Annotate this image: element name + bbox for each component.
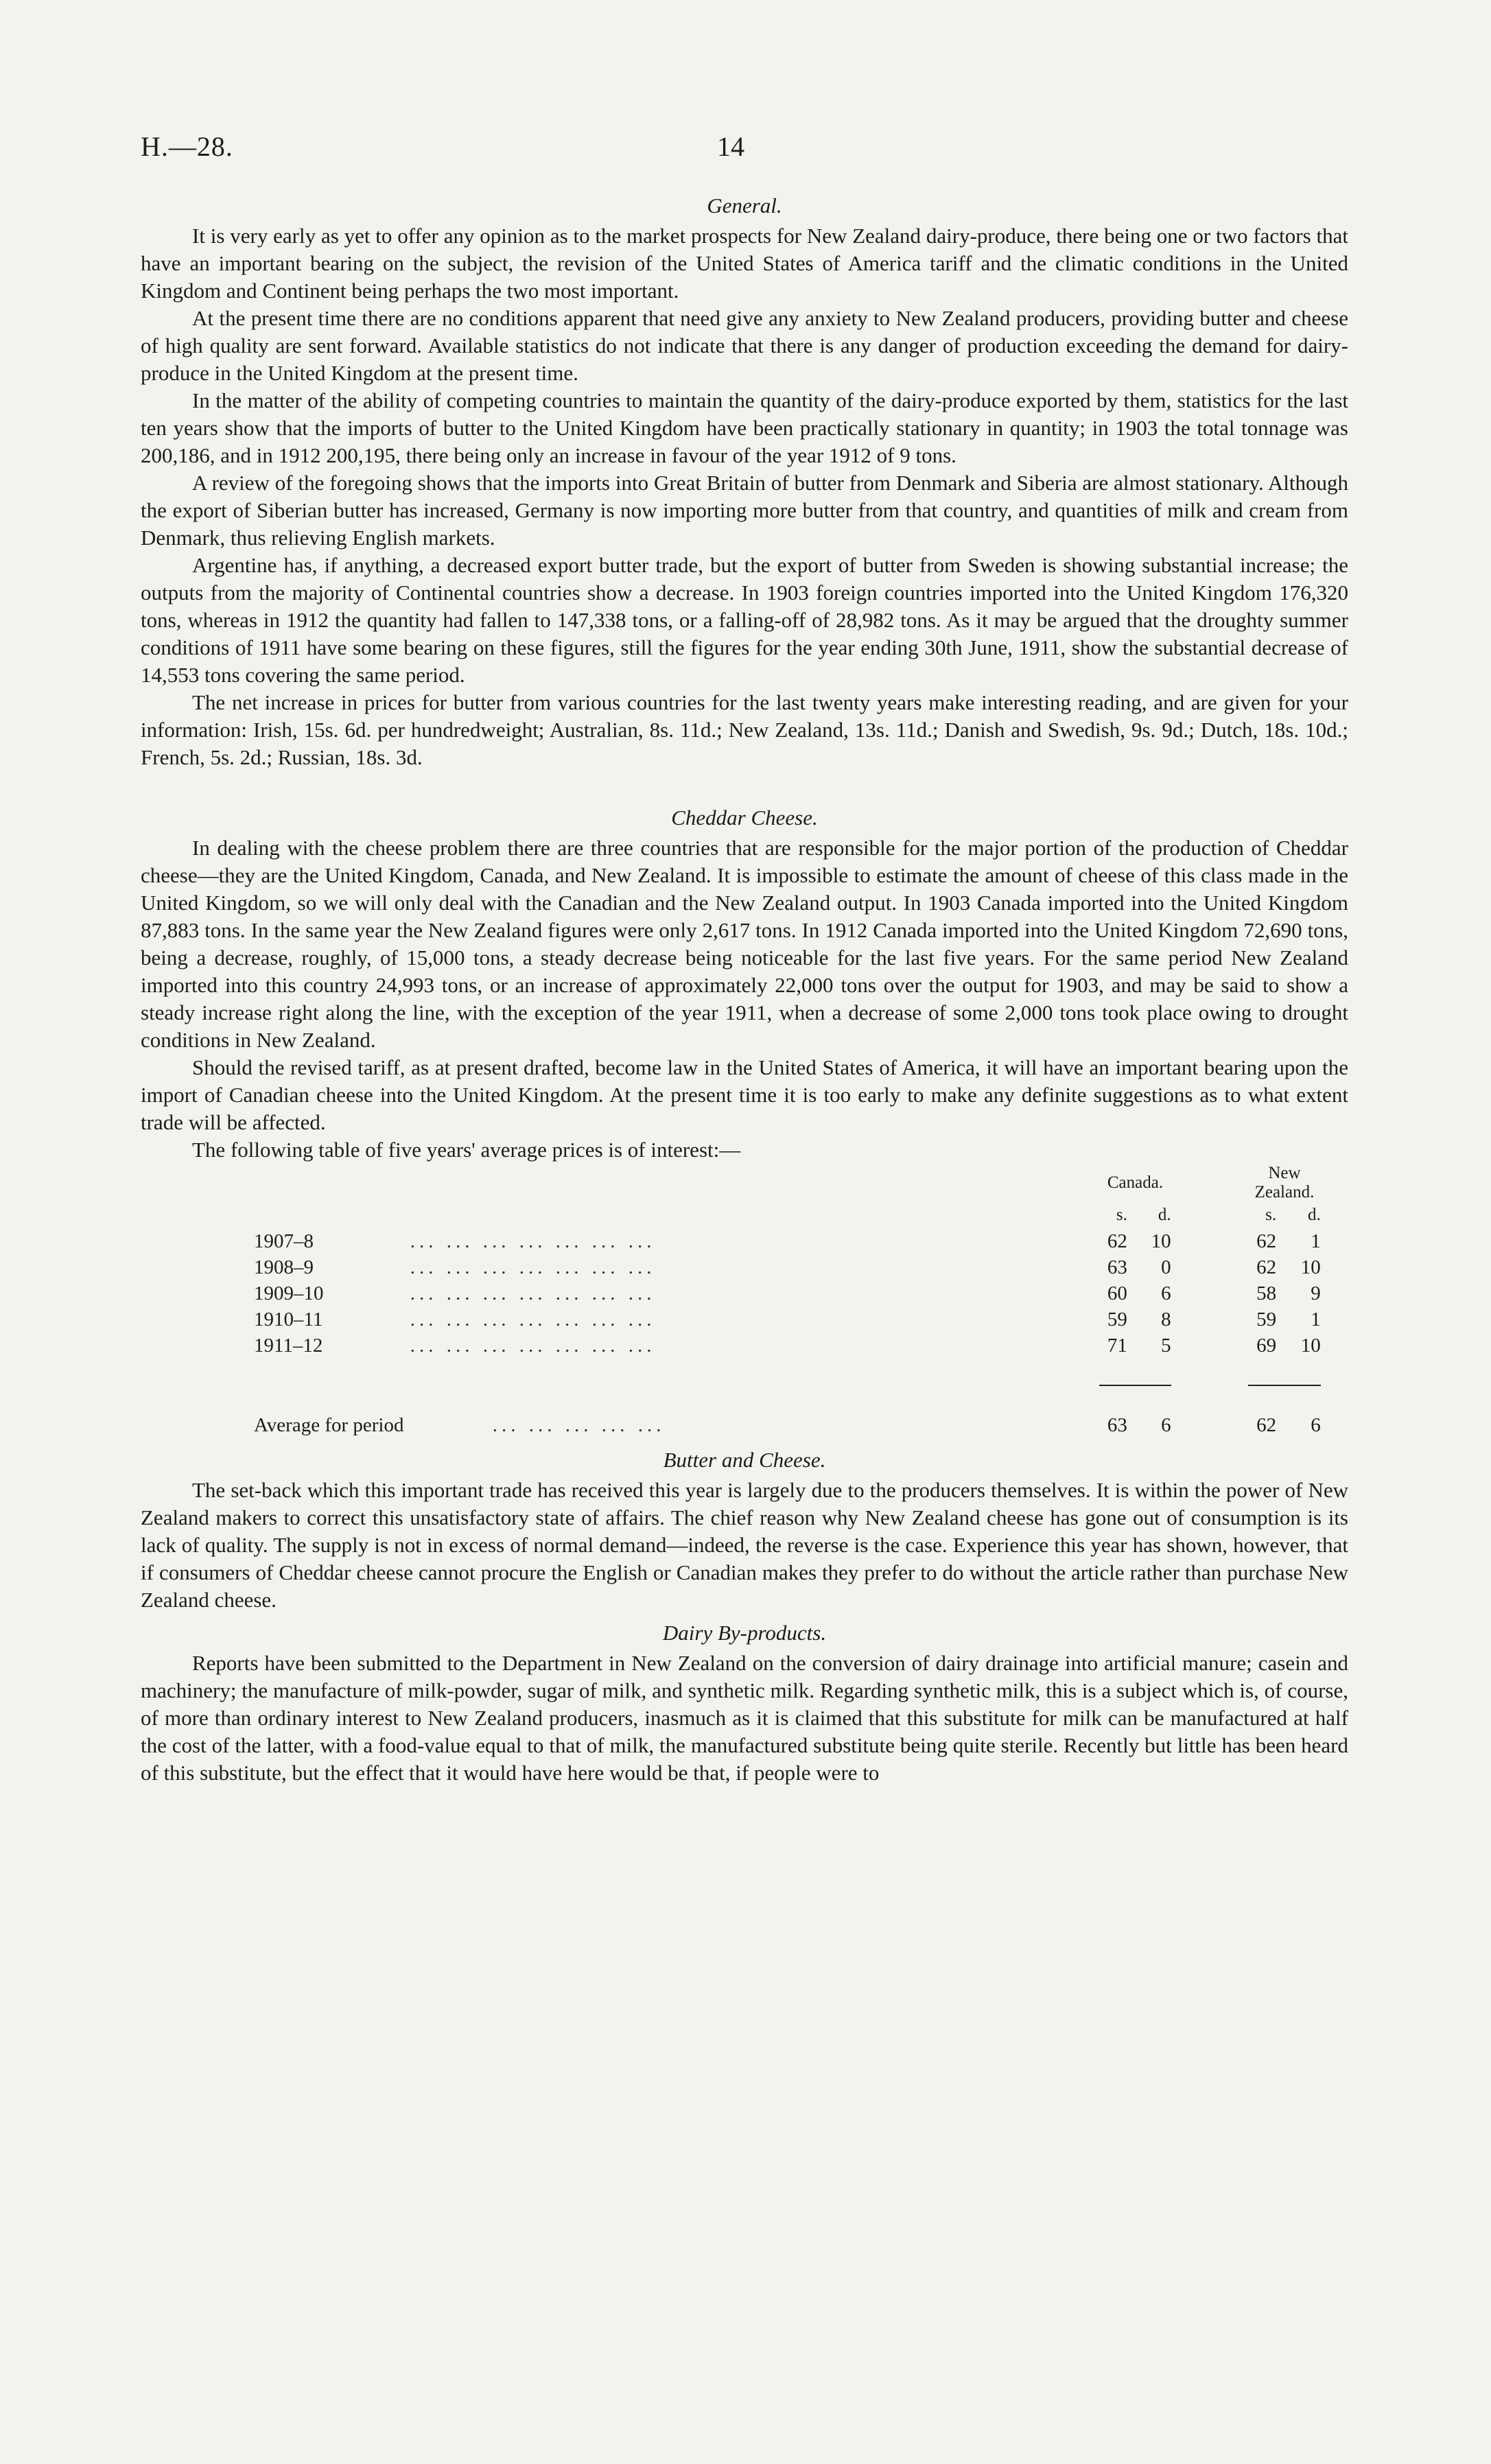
canada-shillings: 63 [1107,1413,1127,1436]
table-header-row [141,1164,1348,1202]
canada-pence: 6 [1161,1413,1171,1436]
nz-shillings: 58 [1256,1282,1277,1304]
paragraph: It is very early as yet to offer any opinion as to the market prospects for New Zealand dairy-produce, there being one or two factors that have an important bearing on the subject, the revision of the United States of America tariff and the climatic conditions in the United Kingdom and Continent being perhaps the two most important. [141,224,1348,303]
canada-pence: 10 [1151,1230,1171,1252]
leader-dots: ... ... ... ... ... ... ... [410,1256,656,1278]
canada-shillings: 63 [1107,1256,1127,1278]
canada-pence: 0 [1161,1256,1171,1278]
column-header-new-zealand: New Zealand. [1254,1164,1315,1201]
paragraph: Argentine has, if anything, a decreased export butter trade, but the export of butter from Sweden is showing substantial increase; the outputs from the majority of Continental countries show a decrease. In 1903 foreign countries imported into the United Kingdom 176,320 tons, whereas in 1912 the quantity had fallen to 147,338 tons, or a falling-off of 28,982 tons. As it may be argued that the droughty summer conditions of 1911 have some bearing on these figures, still the figures for the year ending 30th June, 1911, show the substantial decrease of 14,553 tons covering the same period. [141,553,1348,687]
section-heading: Dairy By-products. [662,1621,827,1645]
canada-shillings: 71 [1107,1334,1127,1357]
paragraph: The following table of five years' average prices is of interest:— [192,1138,741,1162]
paragraph: Reports have been submitted to the Department in New Zealand on the conversion of dairy drainage into artificial manure; casein and machinery; the manufacture of milk-powder, sugar of milk, and synthetic milk. Regarding synthetic milk, this is a subject which is, of course, of more than ordinary interest to New Zealand producers, inasmuch as it is claimed that this substitute for milk can be manufactured at half the cost of the latter, with a food-value equal to that of milk, the manufactured substitute being quite sterile. Recently but little has been heard of this substitute, but the effect that it would have here would be that, if people were to [141,1651,1348,1785]
canada-pence: 8 [1161,1308,1171,1330]
section-heading: General. [707,193,782,218]
nz-pence: 10 [1300,1334,1321,1357]
canada-pence: 6 [1161,1282,1171,1304]
table-row [141,1280,1348,1306]
section-general [141,192,1348,771]
canada-shillings: 59 [1107,1308,1127,1330]
document-page [141,130,1348,1787]
canada-shillings: 62 [1107,1230,1127,1252]
nz-pence: 9 [1311,1282,1321,1304]
nz-shillings: 62 [1256,1413,1277,1436]
unit-label: s. [1265,1206,1277,1224]
paragraph: The set-back which this important trade has received this year is largely due to the producers themselves. It is within the power of New Zealand makers to correct this unsatisfactory state of affairs. The chief reason why New Zealand cheese has gone out of consumption is its lack of quality. The supply is not in excess of normal demand—indeed, the reverse is the case. Experience this year has shown, however, that if consumers of Cheddar cheese cannot procure the English or Canadian makes they prefer to do without the article rather than purchase New Zealand cheese. [141,1478,1348,1612]
table-row [141,1333,1348,1359]
leader-dots: ... ... ... ... ... ... ... [410,1230,656,1252]
table-row [141,1228,1348,1254]
nz-shillings: 59 [1256,1308,1277,1330]
leader-dots: ... ... ... ... ... ... ... [410,1282,656,1304]
leader-dots: ... ... ... ... ... [492,1413,666,1436]
unit-label: d. [1158,1206,1171,1224]
section-heading: Cheddar Cheese. [671,806,818,830]
paragraph: A review of the foregoing shows that the imports into Great Britain of butter from Denmark and Siberia are almost stationary. Although the export of Siberian butter has increased, Germany is now importing more butter from that country, and quantities of milk and cream from Denmark, thus relieving English markets. [141,471,1348,550]
paragraph: In dealing with the cheese problem there are three countries that are responsible for the major portion of the production of Cheddar cheese—they are the United Kingdom, Canada, and New Zealand. It is impossible to estimate the amount of cheese of this class made in the United Kingdom, so we will only deal with the Canadian and the New Zealand output. In 1903 Canada imported into the United Kingdom 87,883 tons. In the same year the New Zealand figures were only 2,617 tons. In 1912 Canada imported into the United Kingdom 72,690 tons, being a decrease, roughly, of 15,000 tons, a steady decrease being noticeable for the last five years. For the same period New Zealand imported into this country 24,993 tons, or an increase of approximately 22,000 tons over the output for 1903, and may be said to show a steady increase right along the line, with the exception of the year 1911, when a decrease of some 2,000 tons took place owing to drought conditions in New Zealand. [141,836,1348,1052]
cheese-prices-table [141,1164,1348,1438]
nz-shillings: 69 [1256,1334,1277,1357]
nz-pence: 6 [1311,1413,1321,1436]
nz-pence: 10 [1300,1256,1321,1278]
average-label: Average for period [254,1413,404,1436]
leader-dots: ... ... ... ... ... ... ... [410,1308,656,1330]
nz-shillings: 62 [1256,1230,1277,1252]
table-average-row [141,1412,1348,1438]
leader-dots: ... ... ... ... ... ... ... [410,1334,656,1357]
unit-label: s. [1116,1206,1127,1224]
section-butter-and-cheese [141,1446,1348,1614]
paragraph: At the present time there are no conditions apparent that need give any anxiety to New Zealand producers, providing butter and cheese of high quality are sent forward. Available statistics do not indicate that there is any danger of production exceeding the demand for dairy-produce in the United Kingdom at the present time. [141,306,1348,385]
nz-pence: 1 [1311,1308,1321,1330]
canada-shillings: 60 [1107,1282,1127,1304]
row-year: 1911–12 [254,1334,323,1357]
page-number: 14 [717,131,744,162]
section-dairy-by-products [141,1619,1348,1787]
row-year: 1909–10 [254,1282,324,1304]
row-year: 1910–11 [254,1308,323,1330]
table-rule [141,1359,1348,1385]
canada-pence: 5 [1161,1334,1171,1357]
table-row [141,1254,1348,1280]
row-year: 1907–8 [254,1230,314,1252]
nz-shillings: 62 [1256,1256,1277,1278]
paragraph: The net increase in prices for butter from various countries for the last twenty years make interesting reading, and are given for your information: Irish, 15s. 6d. per hundredweight; Australian, 8s. 11d.; New Zealand, 13s. 11d.; Danish and Swedish, 9s. 9d.; Dutch, 18s. 10d.; French, 5s. 2d.; Russian, 18s. 3d. [141,690,1348,769]
column-header-canada: Canada. [1107,1173,1164,1192]
paragraph: In the matter of the ability of competing countries to maintain the quantity of the dairy-produce exported by them, statistics for the last ten years show that the imports of butter to the United Kingdom have been practically stationary in quantity; in 1903 the total tonnage was 200,186, and in 1912 200,195, there being only an increase in favour of the year 1912 of 9 tons. [141,388,1348,467]
row-year: 1908–9 [254,1256,314,1278]
section-heading: Butter and Cheese. [663,1448,826,1472]
page-reference: H.—28. [141,131,233,162]
page-header [141,130,1348,178]
unit-label: d. [1307,1206,1321,1224]
table-units-row [141,1202,1348,1228]
table-row [141,1306,1348,1333]
nz-pence: 1 [1311,1230,1321,1252]
paragraph: Should the revised tariff, as at present drafted, become law in the United States of America, it will have an important bearing upon the import of Canadian cheese into the United Kingdom. At the present time it is too early to make any definite suggestions as to what extent trade will be affected. [141,1055,1348,1134]
section-cheddar-cheese [141,804,1348,1438]
